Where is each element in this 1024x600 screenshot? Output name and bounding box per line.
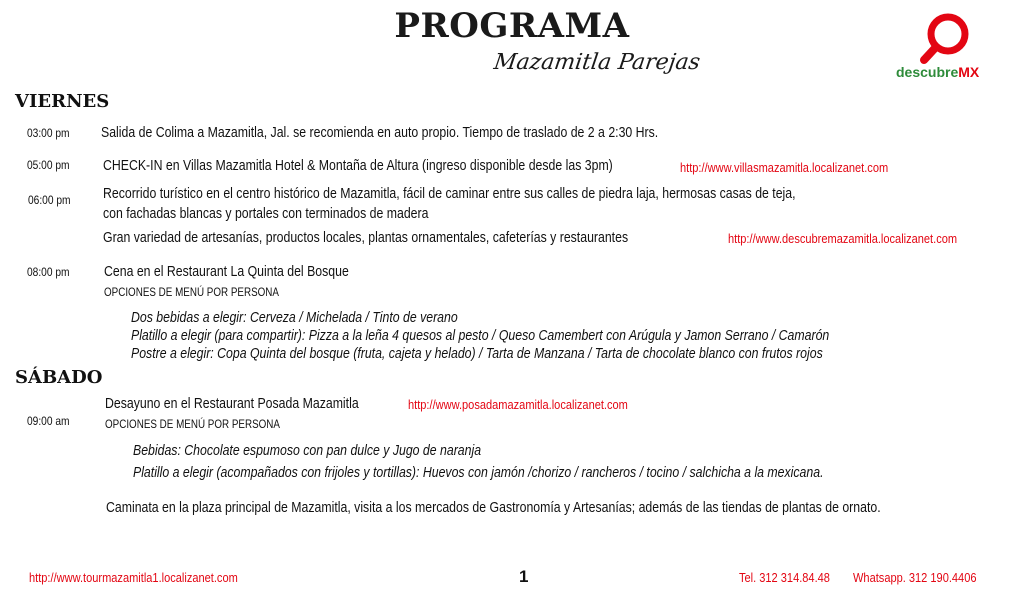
time-label: 05:00 pm — [27, 158, 70, 172]
page-subtitle: Mazamitla Parejas — [492, 50, 702, 75]
schedule-text: CHECK-IN en Villas Mazamitla Hotel & Montaña de Altura (ingreso disponible desde las 3pm) — [103, 157, 613, 174]
whatsapp-number: Whatsapp. 312 190.4406 — [853, 570, 977, 585]
page-number: 1 — [519, 567, 529, 586]
day-heading-viernes: VIERNES — [15, 91, 110, 112]
time-label: 03:00 pm — [27, 126, 70, 140]
schedule-text: Salida de Colima a Mazamitla, Jal. se recomienda en auto propio. Tiempo de traslado de 2 a 2:30 Hrs. — [101, 124, 659, 141]
menu-label: OPCIONES DE MENÚ POR PERSONA — [105, 417, 280, 431]
schedule-text: Gran variedad de artesanías, productos locales, plantas ornamentales, cafeterías y restaurantes — [103, 229, 629, 246]
schedule-text: Recorrido turístico en el centro histórico de Mazamitla, fácil de caminar entre sus calles de piedra laja, hermosas casas de teja, — [103, 185, 796, 202]
magnifier-logo-icon — [896, 10, 996, 66]
tour-link[interactable]: http://www.descubremazamitla.localizanet.com — [728, 231, 958, 246]
restaurant-link[interactable]: http://www.posadamazamitla.localizanet.com — [408, 397, 628, 412]
schedule-text: Cena en el Restaurant La Quinta del Bosque — [104, 263, 349, 280]
hotel-link[interactable]: http://www.villasmazamitla.localizanet.com — [680, 160, 889, 175]
brand-logo — [896, 10, 996, 82]
day-heading-sabado: SÁBADO — [15, 367, 103, 388]
menu-line: Postre a elegir: Copa Quinta del bosque (fruta, cajeta y helado) / Tarta de Manzana / Tarta de chocolate blanco con frutos rojos — [131, 345, 823, 362]
menu-line: Platillo a elegir (acompañados con frijoles y tortillas): Huevos con jamón /chorizo / rancheros / tocino / salchicha a la mexicana. — [133, 464, 824, 481]
schedule-text: Desayuno en el Restaurant Posada Mazamitla — [105, 395, 359, 412]
time-label: 06:00 pm — [28, 193, 71, 207]
schedule-text: Caminata en la plaza principal de Mazamitla, visita a los mercados de Gastronomía y Artesanías; además de las tiendas de plantas de ornato. — [106, 499, 881, 516]
menu-line: Bebidas: Chocolate espumoso con pan dulce y Jugo de naranja — [133, 442, 482, 459]
menu-line: Dos bebidas a elegir: Cerveza / Michelada / Tinto de verano — [131, 309, 458, 326]
logo-text: descubreMX — [896, 64, 980, 80]
schedule-text: con fachadas blancas y portales con terminados de madera — [103, 205, 429, 222]
footer-link[interactable]: http://www.tourmazamitla1.localizanet.com — [29, 570, 238, 585]
page-title: PROGRAMA — [394, 6, 630, 46]
phone-number: Tel. 312 314.84.48 — [739, 570, 830, 585]
menu-label: OPCIONES DE MENÚ POR PERSONA — [104, 285, 279, 299]
time-label: 09:00 am — [27, 414, 70, 428]
menu-line: Platillo a elegir (para compartir): Pizza a la leña 4 quesos al pesto / Queso Camembert con Arúgula y Jamon Serrano / Camarón — [131, 327, 830, 344]
time-label: 08:00 pm — [27, 265, 70, 279]
